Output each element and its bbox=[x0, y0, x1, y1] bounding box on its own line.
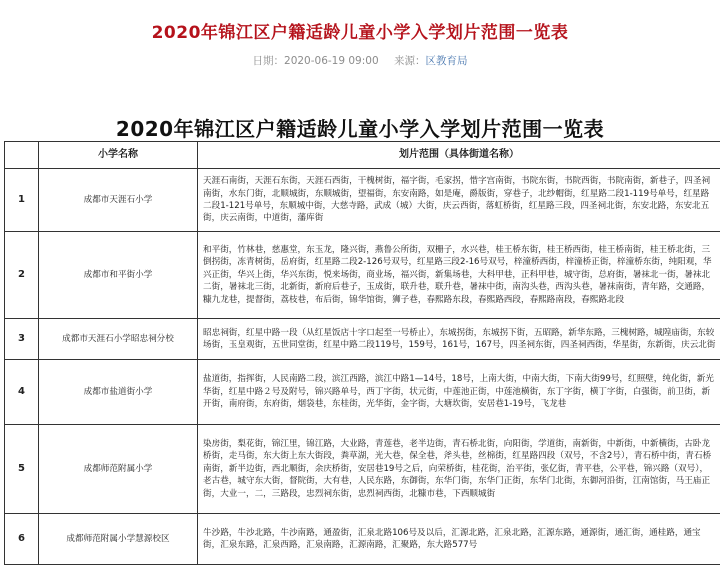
source-info bbox=[394, 55, 468, 67]
date-info bbox=[253, 55, 379, 67]
zone-range: 天涯石南街，天涯石东街，天涯石西街，干槐树街，福字街，毛家拐，惜字宫南街，书院东街，书院西街，书院南街，新巷子，四圣祠南街，水东门街，北顺城街，东顺城街，望福街，东安南路，如是庵，爵版街，穿巷子，北纱帽街，红星路二段1-119号单号，红星路二段1-121号单号，东顺城中街，大慈寺路，武成（城）大街，庆云西街，落虹桥街，红星路三段，四圣祠北街，东安北路，东安北五街，庆云南街，中道街，藩库街 bbox=[198, 169, 720, 232]
zone-range: 盐道街，指挥街，人民南路二段，滨江西路，滨江中路1—14号，18号，上南大街，中南大街，下南大街99号，红照壁，纯化街，新光华街，红星中路２号及附号，锦兴路单号，西丁字街，状元街，中莲池正街，中莲池横街，东丁字街，横丁字街，白强街，前卫街，新开街，南府街，东府街，烟袋巷，东桂街，光华街，金字街，大塘坎街，安居巷1-19号，飞龙巷 bbox=[198, 360, 720, 425]
table-row bbox=[5, 425, 720, 514]
row-number: 5 bbox=[5, 425, 39, 514]
date-label: 日期： bbox=[253, 55, 285, 67]
school-name: 成都市盐道街小学 bbox=[39, 360, 198, 425]
source-label: 来源： bbox=[394, 55, 426, 67]
row-number: 6 bbox=[5, 514, 39, 565]
article-title: 2020年锦江区户籍适龄儿童小学入学划片范围一览表 bbox=[0, 18, 720, 43]
header-no bbox=[5, 142, 39, 169]
table-row bbox=[5, 514, 720, 565]
enrollment-table bbox=[4, 141, 720, 565]
table-header-row bbox=[5, 142, 720, 169]
school-name: 成都市天涯石小学 bbox=[39, 169, 198, 232]
header-range: 划片范围（具体街道名称） bbox=[198, 142, 720, 169]
school-name: 成都市天涯石小学昭忠祠分校 bbox=[39, 319, 198, 360]
table-row bbox=[5, 360, 720, 425]
school-name: 成都师范附属小学 bbox=[39, 425, 198, 514]
row-number: 2 bbox=[5, 232, 39, 319]
zone-range: 和平街，竹林巷，慈惠堂，东玉龙，隆兴街，燕鲁公所街，双栅子，水兴巷，桂王桥东街，桂王桥西街，桂王桥南街，桂王桥北街，三倒拐街，冻青树街，岳府街，红星路二段2-126号双号，红星路三段2-16号双号，梓潼桥西街，梓潼桥正街，梓潼桥东街，纯阳观，华兴正街，华兴上街，华兴东街，悦来场街，商业场，福兴街，新集场巷，大科甲巷，正科甲巷，城守街，总府街，暑袜北一街，暑袜北二街，暑袜北三街，北新街，新府后巷子，玉成街，联升巷，联升巷，暑袜中街，南沟头巷，西沟头巷，暑袜南街，青年路，交通路，糠九龙巷，提督街，荔枝巷，布后街，锦华馆街，狮子巷，春熙路东段，春熙路西段，春熙路南段，春熙路北段 bbox=[198, 232, 720, 319]
date-value: 2020-06-19 09:00 bbox=[284, 55, 379, 67]
table-row bbox=[5, 169, 720, 232]
article-meta bbox=[0, 53, 720, 68]
source-value[interactable]: 区教育局 bbox=[425, 55, 467, 67]
zone-range: 昭忠祠街，红星中路一段（从红星饭店十字口起至一号桥止），东城拐街，东城拐下街，五昭路，新华东路，三槐树路，城隍庙街，东较场街，玉皇观街，五世同堂街，红星中路二段119号，159号，161号，167号，四圣祠东街，四圣祠西街，华星街，东新街，庆云北街 bbox=[198, 319, 720, 360]
school-name: 成都师范附属小学慧源校区 bbox=[39, 514, 198, 565]
table-title: 2020年锦江区户籍适龄儿童小学入学划片范围一览表 bbox=[0, 113, 720, 142]
table-row bbox=[5, 232, 720, 319]
header-school: 小学名称 bbox=[39, 142, 198, 169]
row-number: 1 bbox=[5, 169, 39, 232]
row-number: 3 bbox=[5, 319, 39, 360]
row-number: 4 bbox=[5, 360, 39, 425]
table-row bbox=[5, 319, 720, 360]
zone-range: 牛沙路，牛沙北路，牛沙南路，通盈街，汇泉北路106号及以后，汇源北路，汇泉北路，汇源东路，通源街，通汇街，通桂路，通宝街，汇泉东路，汇泉西路，汇泉南路，汇源南路，汇聚路，东大路577号 bbox=[198, 514, 720, 565]
zone-range: 染房街，梨花街，锦江里，锦江路，大业路，青莲巷，老半边街，青石桥北街，向阳街，学道街，南新街，中新街，中新横街，古卧龙桥街，走马街，东大街上东大街段，粪草湖，光大巷，保全巷，斧头巷，丝棉街，红星路四段（双号，不含2号），青石桥中街，青石桥南街，新半边街，西北顺街，余庆桥街，安居巷19号之后，向荣桥街，桂花街，治平街，张亿街，青平巷，公平巷，锦兴路（双号），老古巷，城守东大街，督院街，大有巷，人民东路，东御街，东华门街，东华门正街，东华门北街，东御河沿街，江南馆街，马王庙正街，大业一，二，三路段，忠烈祠东街，忠烈祠西街，北糠市巷，下西顺城街 bbox=[198, 425, 720, 514]
school-name: 成都市和平街小学 bbox=[39, 232, 198, 319]
